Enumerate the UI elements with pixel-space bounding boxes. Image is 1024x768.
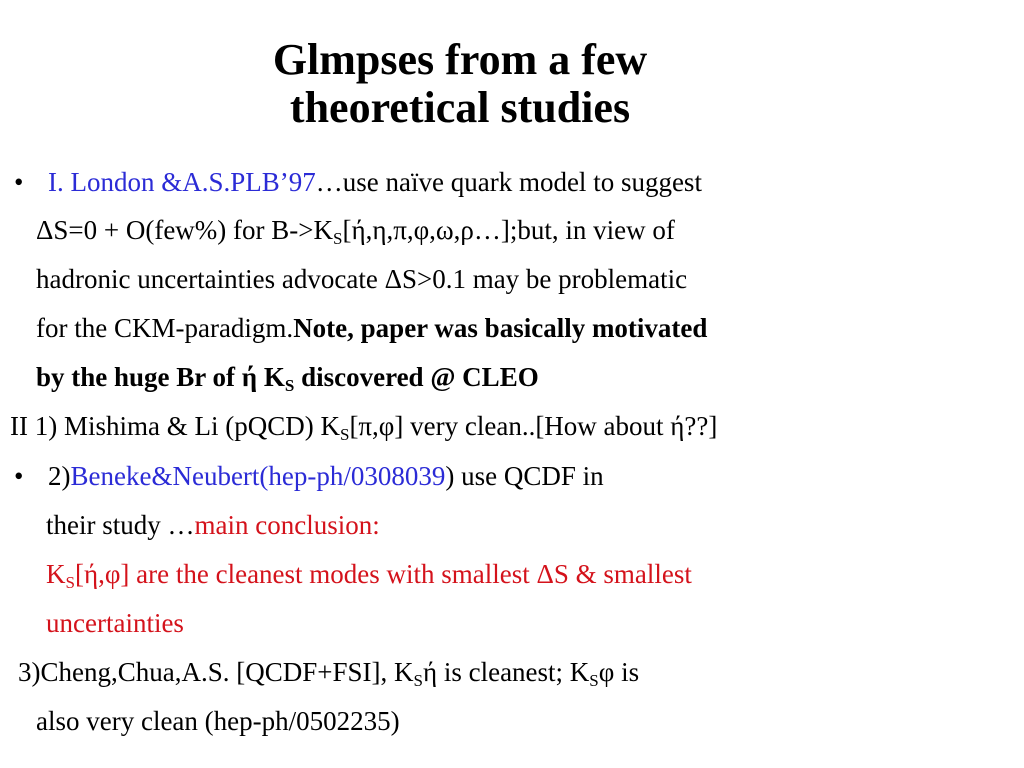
item3-line1-post: ) use QCDF in bbox=[445, 461, 604, 491]
item1-line4 bbox=[36, 312, 707, 344]
item3-line2 bbox=[46, 509, 380, 541]
slide-title bbox=[0, 36, 920, 132]
title-line-2: theoretical studies bbox=[289, 83, 631, 132]
item3-line3-sub: S bbox=[65, 573, 75, 592]
bullet-1: • bbox=[14, 167, 24, 197]
item2-line1-pre: II 1) Mishima & Li (pQCD) K bbox=[10, 411, 340, 441]
item1-reference: I. London &A.S.PLB’97 bbox=[48, 167, 316, 197]
item1-line3: hadronic uncertainties advocate ΔS>0.1 may be problematic bbox=[36, 264, 688, 294]
item2-line1-post: [π,φ] very clean..[How about ή??] bbox=[349, 411, 718, 441]
item4-line1-pre: 3)Cheng,Chua,A.S. [QCDF+FSI], K bbox=[18, 657, 414, 687]
item1-line5-sub: S bbox=[284, 376, 295, 395]
item4-line1 bbox=[18, 656, 639, 688]
item3-line3-post: [ή,φ] are the cleanest modes with smallest ΔS & smallest bbox=[74, 559, 692, 589]
title-line-1: Glmpses from a few bbox=[272, 35, 648, 84]
item1-line1-text: …use naïve quark model to suggest bbox=[315, 167, 702, 197]
item3-line3-pre: K bbox=[46, 559, 66, 589]
item4-line1-mid: ή is cleanest; K bbox=[422, 657, 590, 687]
item3-reference: Beneke&Neubert(hep-ph/0308039 bbox=[70, 461, 446, 491]
item3-line2-pre: their study … bbox=[46, 510, 195, 540]
item2-line1-sub: S bbox=[339, 425, 350, 444]
item1-line2-pre: ΔS=0 + O(few%) for B->K bbox=[36, 215, 333, 245]
item1-line5-pre: by the huge Br of ή K bbox=[36, 362, 285, 392]
item4-line1-sub2: S bbox=[589, 671, 599, 690]
item1-line4-bold: Note, paper was basically motivated bbox=[293, 313, 708, 343]
item4-line1-post: φ is bbox=[598, 657, 640, 687]
item1-line5 bbox=[36, 361, 539, 393]
item4-line1-sub1: S bbox=[413, 671, 423, 690]
item1-line1 bbox=[48, 166, 702, 198]
item1-line2-post: [ή,η,π,φ,ω,ρ…];but, in view of bbox=[342, 215, 675, 245]
item1-line4-pre: for the CKM-paradigm. bbox=[36, 313, 294, 343]
item3-number: 2) bbox=[48, 461, 71, 491]
item3-line4: uncertainties bbox=[46, 608, 184, 638]
item2-line1 bbox=[10, 410, 717, 442]
bullet-2: • bbox=[14, 461, 24, 491]
item3-line1 bbox=[48, 460, 604, 492]
item3-line3 bbox=[46, 558, 692, 590]
item1-line5-post: discovered @ CLEO bbox=[294, 362, 539, 392]
item3-conclusion-label: main conclusion: bbox=[194, 510, 380, 540]
item1-line2 bbox=[36, 214, 675, 246]
item1-line2-sub: S bbox=[333, 229, 343, 248]
item4-line2: also very clean (hep-ph/0502235) bbox=[36, 706, 400, 736]
